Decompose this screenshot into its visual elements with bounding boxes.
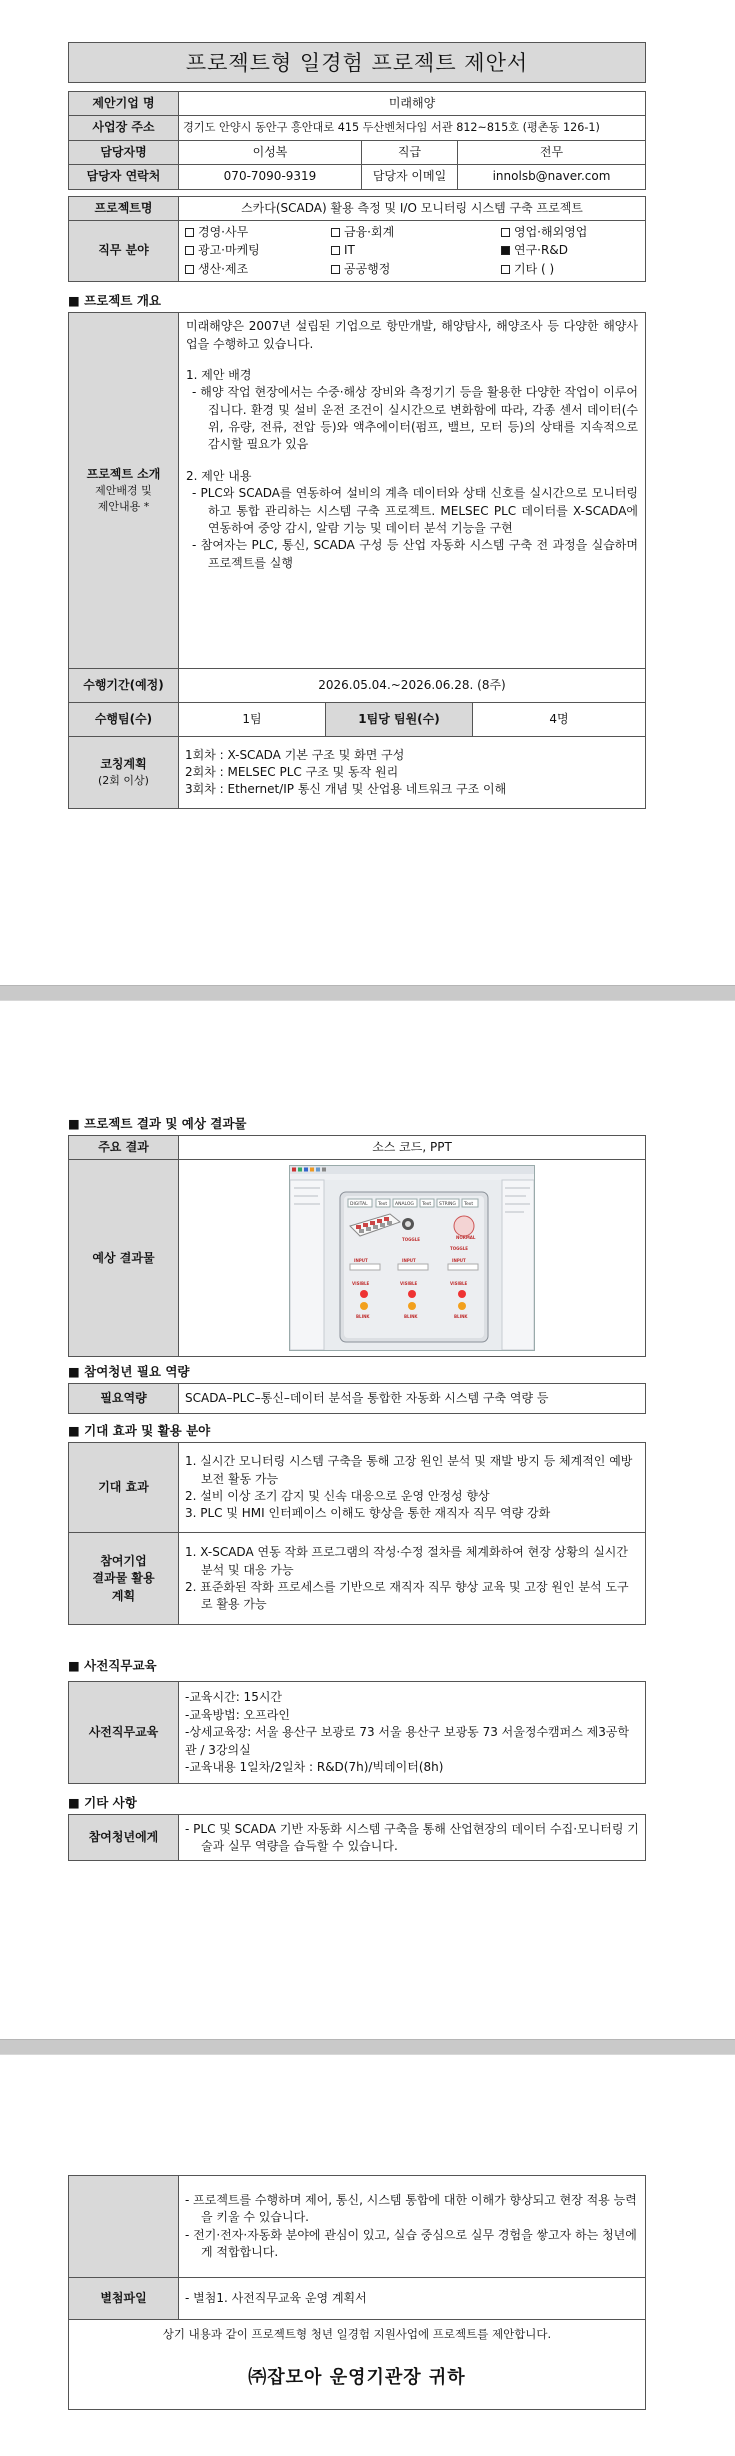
competency-heading: ■ 참여청년 필요 역량 bbox=[68, 1364, 190, 1380]
usage-list bbox=[185, 1544, 639, 1614]
scada-screenshot-drawing bbox=[290, 1166, 534, 1350]
page-gap-2 bbox=[0, 2039, 735, 2055]
teams-label: 수행팀(수) bbox=[69, 703, 179, 737]
content-title: 2. 제안 내용 bbox=[186, 468, 252, 483]
expected-result-label: 예상 결과물 bbox=[69, 1160, 179, 1357]
closing-cell bbox=[69, 2320, 646, 2410]
job-field-label-text: 경영·사무 bbox=[198, 224, 249, 239]
scada-label-blink-3: BLINK bbox=[454, 1314, 468, 1320]
coaching-label-cell bbox=[69, 737, 179, 809]
scada-label-toggle-2: TOGGLE bbox=[450, 1246, 468, 1252]
job-field-label-text: 광고·마케팅 bbox=[198, 243, 260, 258]
document-title: 프로젝트형 일경험 프로젝트 제안서 bbox=[68, 42, 646, 83]
overview-content bbox=[179, 313, 646, 669]
other-item-2: - 프로젝트를 수행하며 제어, 통신, 시스템 통합에 대한 이해가 향상되고 현장 적용 능력을 키울 수 있습니다. bbox=[185, 2192, 637, 2225]
usage-content bbox=[179, 1533, 646, 1625]
company-info-table bbox=[68, 91, 646, 190]
pretraining-item: -교육내용 1일차/2일차 : R&D(7h)/빅데이터(8h) bbox=[185, 1759, 444, 1774]
project-info-table bbox=[68, 196, 646, 283]
page-3 bbox=[0, 2055, 735, 2456]
job-field-label-text: 기타 ( ) bbox=[514, 261, 555, 276]
results-heading: ■ 프로젝트 결과 및 예상 결과물 bbox=[68, 1116, 247, 1131]
job-field-label-text: IT bbox=[344, 243, 355, 258]
competency-label: 필요역량 bbox=[69, 1384, 179, 1414]
job-field-label-text: 생산·제조 bbox=[198, 261, 249, 276]
usage-item: 1. X-SCADA 연동 작화 프로그램의 작성·수정 절차를 체계화하여 현장 상황의 실시간 분석 및 대응 가능 bbox=[185, 1545, 628, 1577]
address-label: 사업장 주소 bbox=[69, 116, 179, 140]
pretraining-label: 사전직무교육 bbox=[69, 1682, 179, 1784]
background-title: 1. 제안 배경 bbox=[186, 367, 252, 382]
coaching-item: 2회차 : MELSEC PLC 구조 및 동작 원리 bbox=[185, 764, 399, 779]
checkbox-icon bbox=[331, 228, 340, 237]
competency-value: SCADA–PLC–통신–데이터 분석을 통합한 자동화 시스템 구축 역량 등 bbox=[179, 1384, 646, 1414]
job-field-option bbox=[501, 224, 639, 241]
scada-tab-digital: DIGITAL bbox=[350, 1202, 368, 1208]
scada-label-input-1: INPUT bbox=[354, 1258, 368, 1264]
scada-screenshot bbox=[289, 1165, 535, 1351]
checkbox-icon bbox=[185, 228, 194, 237]
position-label: 직급 bbox=[362, 140, 458, 164]
content-list bbox=[186, 485, 638, 572]
usage-label-3: 계획 bbox=[111, 1588, 136, 1603]
scada-label-blink-1: BLINK bbox=[356, 1314, 370, 1320]
company-name: 미래해양 bbox=[179, 92, 646, 116]
manager-email: innolsb@naver.com bbox=[458, 165, 646, 189]
manager-position: 전무 bbox=[458, 140, 646, 164]
scada-label-visible-1: VISIBLE bbox=[352, 1281, 370, 1287]
overview-sublabel-1: 제안배경 및 bbox=[95, 484, 152, 498]
members-value: 4명 bbox=[473, 703, 646, 737]
scada-label-toggle-1: TOGGLE bbox=[402, 1237, 420, 1243]
overview-intro: 미래해양은 2007년 설립된 기업으로 항만개발, 해양탐사, 해양조사 등 다양한 해양사업을 수행하고 있습니다. bbox=[186, 319, 638, 351]
job-field-options bbox=[179, 220, 646, 281]
attach-label: 별첨파일 bbox=[69, 2278, 179, 2320]
checkbox-icon bbox=[501, 228, 510, 237]
other-item-3: - 전기·전자·자동화 분야에 관심이 있고, 실습 중심으로 실무 경험을 쌓고자 하는 청년에게 적합합니다. bbox=[185, 2227, 637, 2259]
job-field-label-text: 금융·회계 bbox=[344, 224, 395, 239]
job-field-option bbox=[185, 261, 331, 278]
scada-label-normal: NORMAL bbox=[456, 1235, 476, 1241]
job-field-option bbox=[185, 242, 331, 259]
job-field-option bbox=[331, 224, 501, 241]
pretraining-item: -상세교육장: 서울 용산구 보광로 73 서울 용산구 보광동 73 서울정수캠퍼스 제3공학관 / 3강의실 bbox=[185, 1725, 630, 1757]
effects-list bbox=[185, 1453, 639, 1523]
effects-heading: ■ 기대 효과 및 활용 분야 bbox=[68, 1423, 211, 1439]
overview-label: 프로젝트 소개 bbox=[86, 466, 161, 481]
scada-tab-string: STRING bbox=[439, 1202, 456, 1208]
job-field-option bbox=[331, 261, 501, 278]
effects-label: 기대 효과 bbox=[69, 1443, 179, 1533]
manager-phone: 070-7090-9319 bbox=[179, 165, 362, 189]
other-heading: ■ 기타 사항 bbox=[68, 1795, 137, 1811]
pretraining-item: -교육방법: 오프라인 bbox=[185, 1707, 290, 1722]
checkbox-icon bbox=[331, 246, 340, 255]
checked-checkbox-icon bbox=[501, 246, 510, 255]
pretraining-list bbox=[185, 1689, 639, 1776]
coaching-label: 코칭계획 bbox=[100, 756, 147, 771]
teams-value: 1팀 bbox=[179, 703, 326, 737]
checkbox-icon bbox=[185, 265, 194, 274]
content-item: - 참여자는 PLC, 통신, SCADA 구성 등 산업 자동화 시스템 구축 전 과정을 실습하며 프로젝트를 실행 bbox=[192, 538, 638, 570]
other-list-bottom bbox=[185, 2192, 639, 2262]
expected-result-cell bbox=[179, 1160, 646, 1357]
scada-label-input-3: INPUT bbox=[452, 1258, 466, 1264]
job-field-label-text: 공공행정 bbox=[344, 261, 391, 276]
main-result: 소스 코드, PPT bbox=[179, 1136, 646, 1160]
main-result-label: 주요 결과 bbox=[69, 1136, 179, 1160]
results-table bbox=[68, 1135, 646, 1357]
pretraining-item: -교육시간: 15시간 bbox=[185, 1690, 283, 1705]
overview-table bbox=[68, 312, 646, 809]
job-field-option bbox=[501, 261, 639, 278]
pretraining-heading: ■ 사전직무교육 bbox=[68, 1658, 157, 1674]
page-gap-1 bbox=[0, 985, 735, 1001]
coaching-list bbox=[185, 747, 639, 799]
job-field-label-text: 영업·해외영업 bbox=[514, 224, 588, 239]
usage-label-2: 결과물 활용 bbox=[92, 1571, 155, 1586]
overview-heading: ■ 프로젝트 개요 bbox=[68, 293, 161, 309]
phone-label: 담당자 연락처 bbox=[69, 165, 179, 189]
other-list-top bbox=[185, 1821, 639, 1856]
effect-item: 3. PLC 및 HMI 인터페이스 이해도 향상을 통한 재직자 직무 역량 강화 bbox=[185, 1506, 551, 1521]
project-name-label: 프로젝트명 bbox=[69, 196, 179, 220]
overview-label-cell bbox=[69, 313, 179, 669]
scada-label-blink-2: BLINK bbox=[404, 1314, 418, 1320]
effects-table bbox=[68, 1442, 646, 1625]
scada-tab-text-3: Text bbox=[464, 1202, 474, 1208]
page-1 bbox=[0, 0, 735, 985]
coaching-content bbox=[179, 737, 646, 809]
closing-statement: 상기 내용과 같이 프로젝트형 청년 일경험 지원사업에 프로젝트를 제안합니다. bbox=[162, 2327, 552, 2341]
job-field-label-text: 연구·R&D bbox=[514, 243, 568, 258]
scada-label-visible-3: VISIBLE bbox=[450, 1281, 468, 1287]
job-field-grid bbox=[185, 224, 639, 278]
effect-item: 1. 실시간 모니터링 시스템 구축을 통해 고장 원인 분석 및 재발 방지 등 체계적인 예방보전 활동 가능 bbox=[185, 1454, 633, 1486]
members-label: 1팀당 팀원(수) bbox=[326, 703, 473, 737]
project-name: 스카다(SCADA) 활용 측정 및 I/O 모니터링 시스템 구축 프로젝트 bbox=[179, 196, 646, 220]
other-item-1: - PLC 및 SCADA 기반 자동화 시스템 구축을 통해 산업현장의 데이터 수집·모니터링 기술과 실무 역량을 습득할 수 있습니다. bbox=[185, 1821, 639, 1853]
scada-tab-text-2: Text bbox=[422, 1202, 432, 1208]
page-2 bbox=[0, 1001, 735, 2039]
usage-label-1: 참여기업 bbox=[100, 1553, 147, 1568]
attach-value: - 별첨1. 사전직무교육 운영 계획서 bbox=[179, 2278, 646, 2320]
usage-item: 2. 표준화된 작화 프로세스를 기반으로 재직자 직무 향상 교육 및 고장 원인 분석 도구로 활용 가능 bbox=[185, 1579, 629, 1612]
scada-tab-analog: ANALOG bbox=[395, 1202, 414, 1208]
coaching-item: 1회차 : X-SCADA 기본 구조 및 화면 구성 bbox=[185, 747, 405, 762]
competency-table bbox=[68, 1383, 646, 1414]
pretraining-table bbox=[68, 1681, 646, 1784]
other-label-continued bbox=[69, 2176, 179, 2278]
company-address: 경기도 안양시 동안구 흥안대로 415 두산벤처다임 서관 812~815호 (평촌동 126-1) bbox=[179, 116, 646, 140]
scada-label-input-2: INPUT bbox=[402, 1258, 416, 1264]
background-list bbox=[186, 384, 638, 454]
other-content-top bbox=[179, 1815, 646, 1861]
other-table-top bbox=[68, 1814, 646, 1861]
checkbox-icon bbox=[185, 246, 194, 255]
overview-sublabel-2: 제안내용 * bbox=[97, 500, 150, 514]
effect-item: 2. 설비 이상 조기 감지 및 신속 대응으로 운영 안정성 향상 bbox=[185, 1488, 490, 1503]
period-label: 수행기간(예정) bbox=[69, 669, 179, 703]
usage-label-cell bbox=[69, 1533, 179, 1625]
content-item: - PLC와 SCADA를 연동하여 설비의 계측 데이터와 상태 신호를 실시간으로 모니터링하고 통합 관리하는 시스템 구축 프로젝트. MELSEC PLC 데이터를 X-SCADA에 연동하여 중앙 감시, 알람 기능 및 데이터 분석 기능을 구현 bbox=[192, 486, 638, 536]
job-field-label: 직무 분야 bbox=[69, 220, 179, 281]
other-table-bottom bbox=[68, 2175, 646, 2410]
job-field-option bbox=[185, 224, 331, 241]
effects-content bbox=[179, 1443, 646, 1533]
pretraining-content bbox=[179, 1682, 646, 1784]
coaching-item: 3회차 : Ethernet/IP 통신 개념 및 산업용 네트워크 구조 이해 bbox=[185, 782, 507, 797]
checkbox-icon bbox=[331, 265, 340, 274]
other-content-bottom bbox=[179, 2176, 646, 2278]
recipient: ㈜잡모아 운영기관장 귀하 bbox=[248, 2366, 466, 2388]
period-value: 2026.05.04.~2026.06.28. (8주) bbox=[179, 669, 646, 703]
background-item: - 해양 작업 현장에서는 수중·해상 장비와 측정기기 등을 활용한 다양한 작업이 이루어집니다. 환경 및 설비 운전 조건이 실시간으로 변화함에 따라, 각종 센서 데이터(수위, 유량, 전류, 전압 등)와 액추에이터(펌프, 밸브, 모터 등)의 상태를 지속적으로 감시할 필요가 있음 bbox=[192, 385, 638, 452]
email-label: 담당자 이메일 bbox=[362, 165, 458, 189]
manager-name: 이성복 bbox=[179, 140, 362, 164]
job-field-option bbox=[501, 242, 639, 259]
checkbox-icon bbox=[501, 265, 510, 274]
scada-label-visible-2: VISIBLE bbox=[400, 1281, 418, 1287]
other-label: 참여청년에게 bbox=[69, 1815, 179, 1861]
scada-tab-text-1: Text bbox=[378, 1202, 388, 1208]
job-field-option bbox=[331, 242, 501, 259]
manager-label: 담당자명 bbox=[69, 140, 179, 164]
company-name-label: 제안기업 명 bbox=[69, 92, 179, 116]
coaching-sublabel: (2회 이상) bbox=[98, 774, 149, 788]
